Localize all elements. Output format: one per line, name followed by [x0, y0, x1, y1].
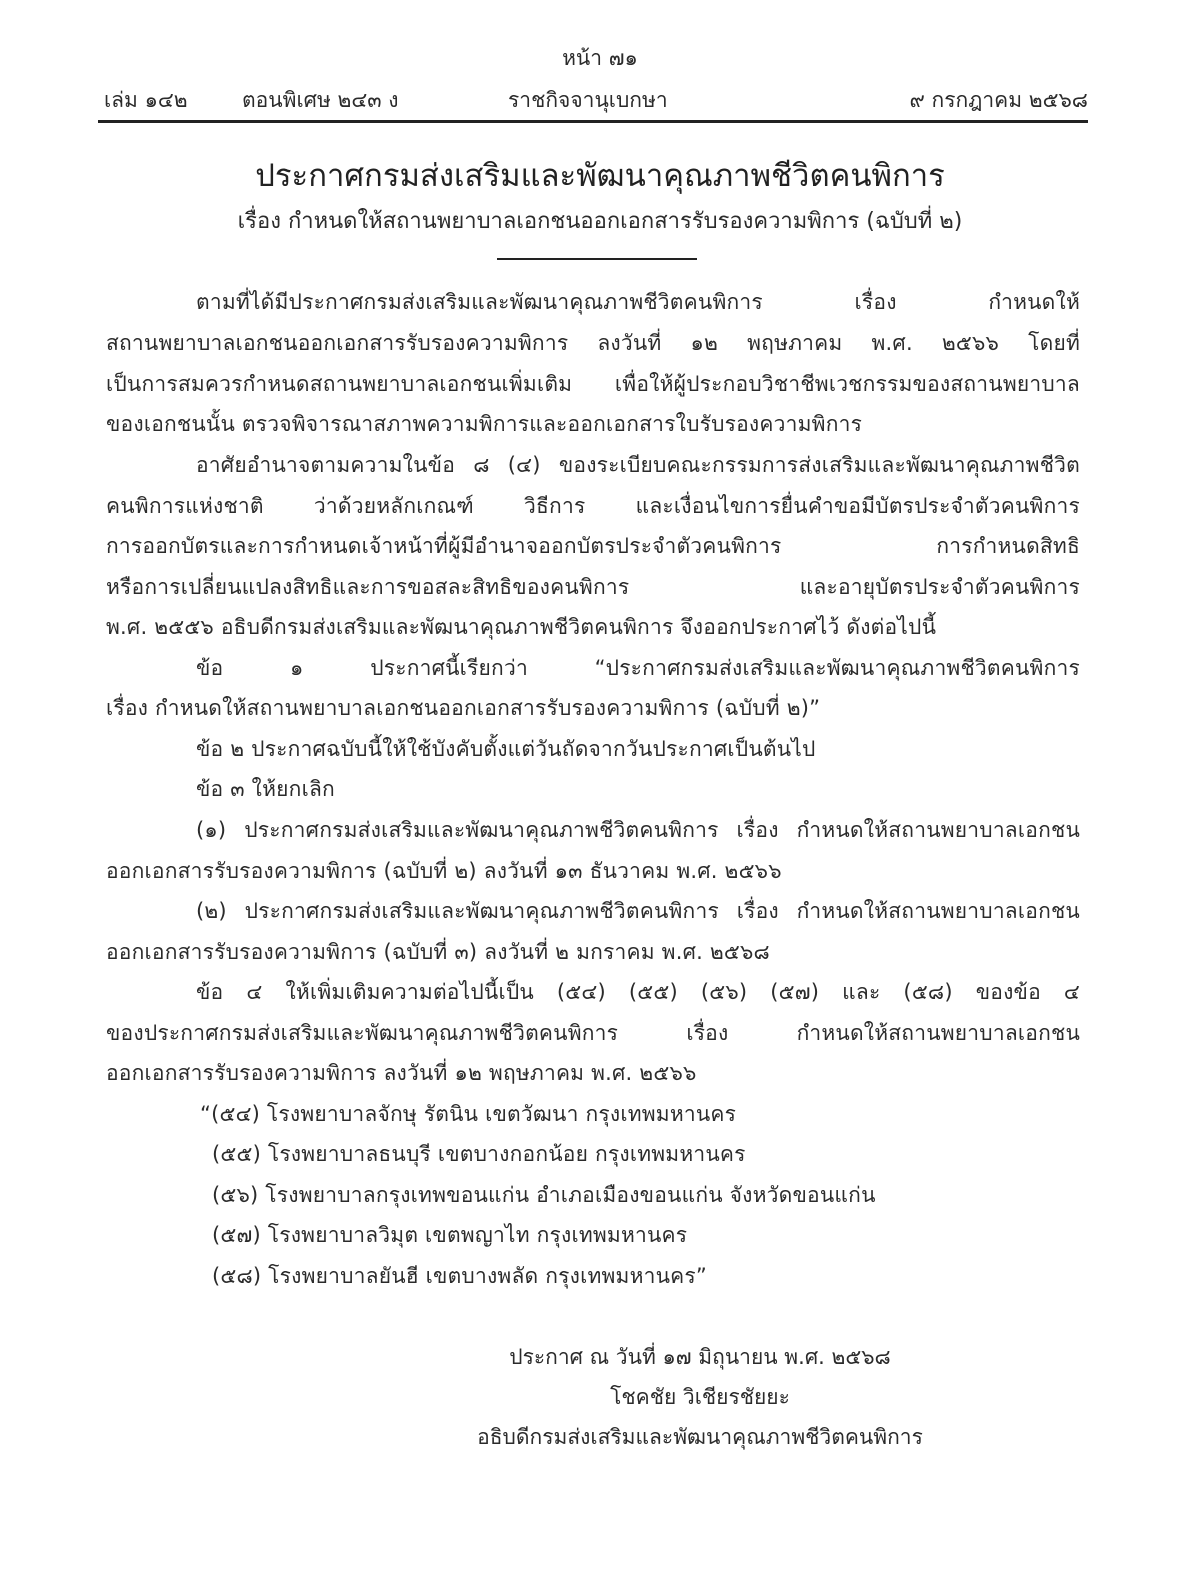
authority-line: คนพิการแห่งชาติ ว่าด้วยหลักเกณฑ์ วิธีการ และเงื่อนไขการยื่นคำขอมีบัตรประจำตัวคนพิการ	[106, 494, 1080, 518]
header-divider	[98, 120, 1088, 123]
authority-line: พ.ศ. ๒๕๕๖ อธิบดีกรมส่งเสริมและพัฒนาคุณภาพชีวิตคนพิการ จึงออกประกาศไว้ ดังต่อไปนี้	[106, 615, 937, 639]
authority-line: อาศัยอำนาจตามความในข้อ ๘ (๔) ของระเบียบคณะกรรมการส่งเสริมและพัฒนาคุณภาพชีวิต	[196, 453, 1080, 477]
repealed-item-2-cont: ออกเอกสารรับรองความพิการ (ฉบับที่ ๓) ลงวันที่ ๒ มกราคม พ.ศ. ๒๕๖๘	[106, 940, 770, 964]
clause-4-line: ข้อ ๔ ให้เพิ่มเติมความต่อไปนี้เป็น (๕๔) (๕๕) (๕๖) (๕๗) และ (๕๘) ของข้อ ๔	[196, 980, 1080, 1004]
document-subtitle: เรื่อง กำหนดให้สถานพยาบาลเอกชนออกเอกสารรับรองความพิการ (ฉบับที่ ๒)	[237, 209, 963, 234]
clause-4-line: ของประกาศกรมส่งเสริมและพัฒนาคุณภาพชีวิตคนพิการ เรื่อง กำหนดให้สถานพยาบาลเอกชน	[106, 1021, 1080, 1045]
hospital-item: (๕๖) โรงพยาบาลกรุงเทพขอนแก่น อำเภอเมืองขอนแก่น จังหวัดขอนแก่น	[212, 1183, 876, 1207]
publication-date: ๙ กรกฎาคม ๒๕๖๘	[909, 88, 1088, 112]
signatory-position: อธิบดีกรมส่งเสริมและพัฒนาคุณภาพชีวิตคนพิการ	[477, 1425, 923, 1449]
preamble-line: เป็นการสมควรกำหนดสถานพยาบาลเอกชนเพิ่มเติม เพื่อให้ผู้ประกอบวิชาชีพเวชกรรมของสถานพยาบาล	[106, 372, 1080, 396]
signatory-name: โชคชัย วิเชียรชัยยะ	[610, 1385, 790, 1409]
hospital-item: (๕๕) โรงพยาบาลธนบุรี เขตบางกอกน้อย กรุงเทพมหานคร	[212, 1142, 746, 1166]
title-divider	[497, 258, 697, 260]
repealed-item-1-cont: ออกเอกสารรับรองความพิการ (ฉบับที่ ๒) ลงวันที่ ๑๓ ธันวาคม พ.ศ. ๒๕๖๖	[106, 859, 782, 883]
preamble-line: สถานพยาบาลเอกชนออกเอกสารรับรองความพิการ ลงวันที่ ๑๒ พฤษภาคม พ.ศ. ๒๕๖๖ โดยที่	[106, 331, 1080, 355]
preamble-line: ตามที่ได้มีประกาศกรมส่งเสริมและพัฒนาคุณภาพชีวิตคนพิการ เรื่อง กำหนดให้	[196, 290, 1080, 314]
repealed-item-2: (๒) ประกาศกรมส่งเสริมและพัฒนาคุณภาพชีวิตคนพิการ เรื่อง กำหนดให้สถานพยาบาลเอกชน	[196, 899, 1080, 923]
gazette-name: ราชกิจจานุเบกษา	[508, 88, 668, 112]
repealed-item-1: (๑) ประกาศกรมส่งเสริมและพัฒนาคุณภาพชีวิตคนพิการ เรื่อง กำหนดให้สถานพยาบาลเอกชน	[196, 818, 1080, 842]
authority-line: การออกบัตรและการกำหนดเจ้าหน้าที่ผู้มีอำนาจออกบัตรประจำตัวคนพิการ การกำหนดสิทธิ	[106, 534, 1080, 558]
clause-2: ข้อ ๒ ประกาศฉบับนี้ให้ใช้บังคับตั้งแต่วันถัดจากวันประกาศเป็นต้นไป	[196, 737, 816, 761]
clause-4-line: ออกเอกสารรับรองความพิการ ลงวันที่ ๑๒ พฤษภาคม พ.ศ. ๒๕๖๖	[106, 1061, 697, 1085]
volume-number: เล่ม ๑๔๒	[104, 88, 188, 112]
issue-number: ตอนพิเศษ ๒๔๓ ง	[242, 88, 399, 112]
clause-3: ข้อ ๓ ให้ยกเลิก	[196, 777, 335, 801]
document-title: ประกาศกรมส่งเสริมและพัฒนาคุณภาพชีวิตคนพิการ	[255, 158, 945, 194]
hospital-item: (๕๘) โรงพยาบาลยันฮี เขตบางพลัด กรุงเทพมหานคร”	[212, 1264, 707, 1288]
clause-1-line: ข้อ ๑ ประกาศนี้เรียกว่า “ประกาศกรมส่งเสริมและพัฒนาคุณภาพชีวิตคนพิการ	[196, 656, 1080, 680]
hospital-item: (๕๗) โรงพยาบาลวิมุต เขตพญาไท กรุงเทพมหานคร	[212, 1223, 688, 1247]
authority-line: หรือการเปลี่ยนแปลงสิทธิและการขอสละสิทธิของคนพิการ และอายุบัตรประจำตัวคนพิการ	[106, 575, 1080, 599]
announcement-date: ประกาศ ณ วันที่ ๑๗ มิถุนายน พ.ศ. ๒๕๖๘	[509, 1345, 891, 1369]
hospital-item: “(๕๔) โรงพยาบาลจักษุ รัตนิน เขตวัฒนา กรุงเทพมหานคร	[200, 1102, 737, 1126]
clause-1-line: เรื่อง กำหนดให้สถานพยาบาลเอกชนออกเอกสารรับรองความพิการ (ฉบับที่ ๒)”	[106, 696, 821, 720]
page-number: หน้า ๗๑	[562, 46, 638, 70]
preamble-line: ของเอกชนนั้น ตรวจพิจารณาสภาพความพิการและออกเอกสารใบรับรองความพิการ	[106, 412, 863, 436]
